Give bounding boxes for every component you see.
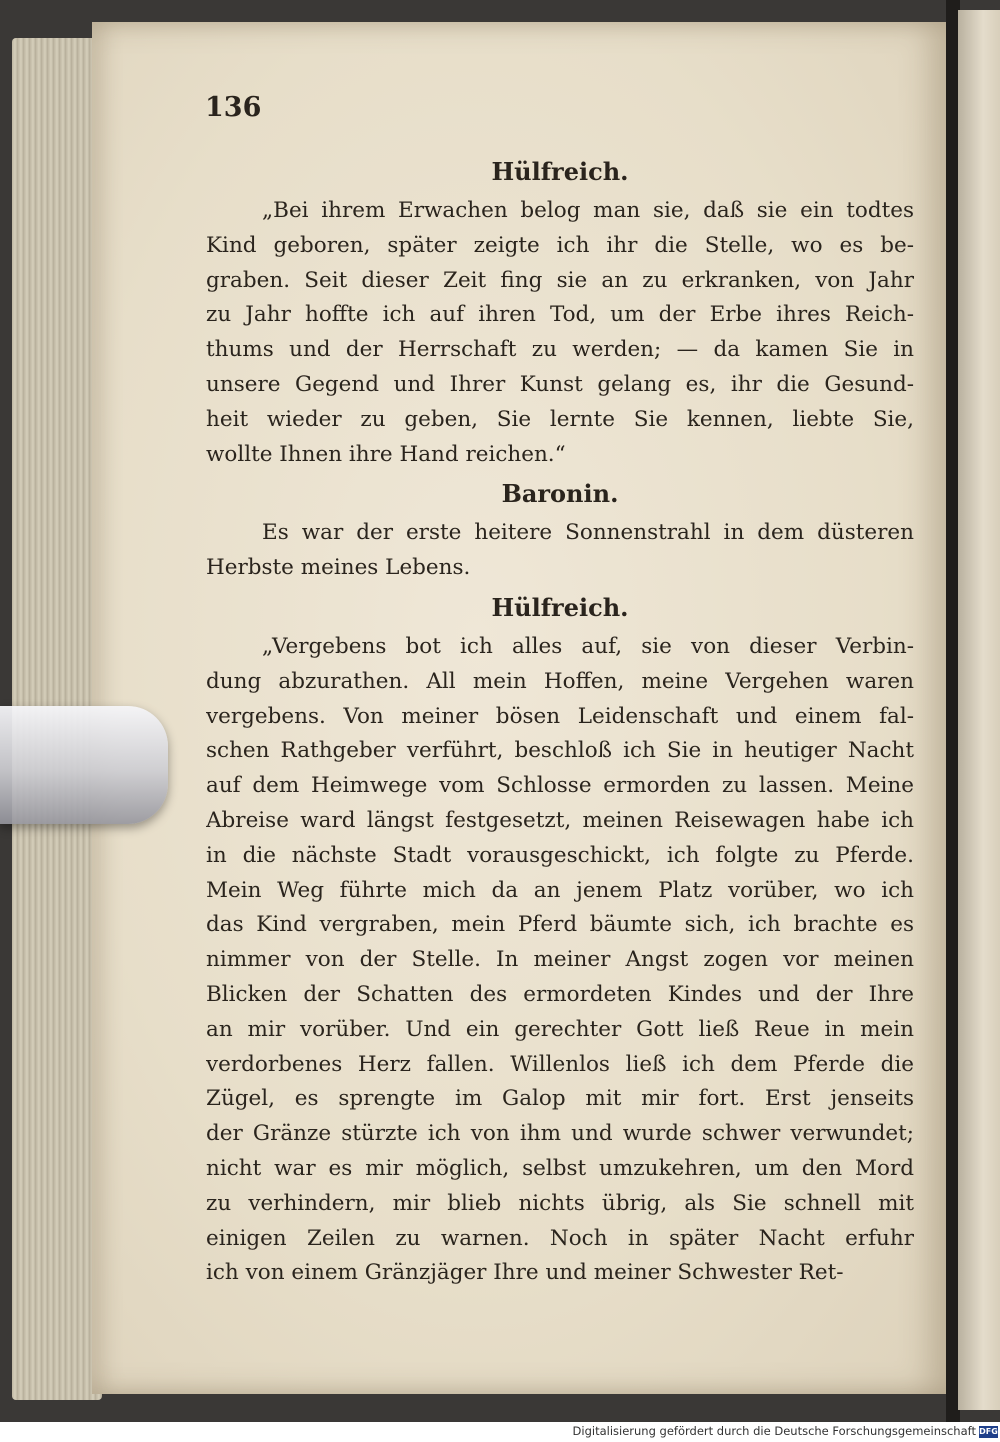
text-line: vergebens. Von meiner bösen Leidenschaft und einem fal- — [206, 703, 914, 729]
page-number: 136 — [205, 92, 262, 123]
text-line: der Gränze stürzte ich von ihm und wurde schwer verwundet; — [206, 1121, 914, 1147]
page-text — [206, 150, 914, 1291]
speaker-name: Baronin. — [501, 479, 619, 509]
text-line: einigen Zeilen zu warnen. Noch in später Nacht erfuhr — [206, 1225, 914, 1251]
text-line: dung abzurathen. All mein Hoffen, meine Vergehen waren — [206, 668, 914, 694]
text-line: zu verhindern, mir blieb nichts übrig, als Sie schnell mit — [206, 1190, 914, 1216]
text-line: „Bei ihrem Erwachen belog man sie, daß sie ein todtes — [262, 198, 914, 223]
text-line: wollte Ihnen ihre Hand reichen.“ — [206, 441, 566, 467]
text-line: unsere Gegend und Ihrer Kunst gelang es, ihr die Gesund- — [206, 371, 914, 397]
text-line: Mein Weg führte mich da an jenem Platz vorüber, wo ich — [206, 877, 914, 903]
footer-credit: Digitalisierung gefördert durch die Deutsche Forschungsgemeinschaft — [572, 1424, 976, 1438]
text-line: auf dem Heimwege vom Schlosse ermorden zu lassen. Meine — [206, 773, 914, 799]
text-line: heit wieder zu geben, Sie lernte Sie kennen, liebte Sie, — [206, 406, 914, 432]
footer — [0, 1422, 1000, 1442]
text-line: schen Rathgeber verführt, beschloß ich Sie in heutiger Nacht — [206, 738, 914, 764]
text-line: Es war der erste heitere Sonnenstrahl in dem düsteren — [262, 520, 914, 546]
text-line: verdorbenes Herz fallen. Willenlos ließ ich dem Pferde die — [206, 1051, 914, 1077]
facing-page — [958, 10, 1000, 1410]
text-line: Herbste meines Lebens. — [206, 555, 471, 581]
text-line: das Kind vergraben, mein Pferd bäumte sich, ich brachte es — [206, 912, 914, 938]
bookmark-clip — [0, 706, 168, 824]
text-line: „Vergebens bot ich alles auf, sie von dieser Verbin- — [262, 633, 914, 659]
text-line: zu Jahr hoffte ich auf ihren Tod, um der Erbe ihres Reich- — [206, 302, 914, 328]
text-line: in die nächste Stadt vorausgeschickt, ich folgte zu Pferde. — [206, 842, 914, 868]
text-line: thums und der Herrschaft zu werden; — da kamen Sie in — [206, 337, 914, 363]
text-line: graben. Seit dieser Zeit fing sie an zu erkranken, von Jahr — [206, 267, 914, 293]
text-line: nimmer von der Stelle. In meiner Angst zogen vor meinen — [206, 947, 914, 973]
text-line: ich von einem Gränzjäger Ihre und meiner Schwester Ret- — [206, 1260, 844, 1286]
text-line: Zügel, es sprengte im Galop mit mir fort. Erst jenseits — [206, 1086, 914, 1112]
text-line: nicht war es mir möglich, selbst umzukehren, um den Mord — [206, 1155, 914, 1181]
text-line: Abreise ward längst festgesetzt, meinen Reisewagen habe ich — [206, 807, 914, 833]
text-line: an mir vorüber. Und ein gerechter Gott ließ Reue in mein — [206, 1016, 914, 1042]
speaker-name: Hülfreich. — [491, 157, 629, 186]
text-line: Blicken der Schatten des ermordeten Kindes und der Ihre — [206, 981, 914, 1007]
text-line: Kind geboren, später zeigte ich ihr die Stelle, wo es be- — [206, 232, 914, 258]
dfg-logo-icon: DFG — [979, 1427, 998, 1436]
speaker-name: Hülfreich. — [491, 592, 629, 622]
